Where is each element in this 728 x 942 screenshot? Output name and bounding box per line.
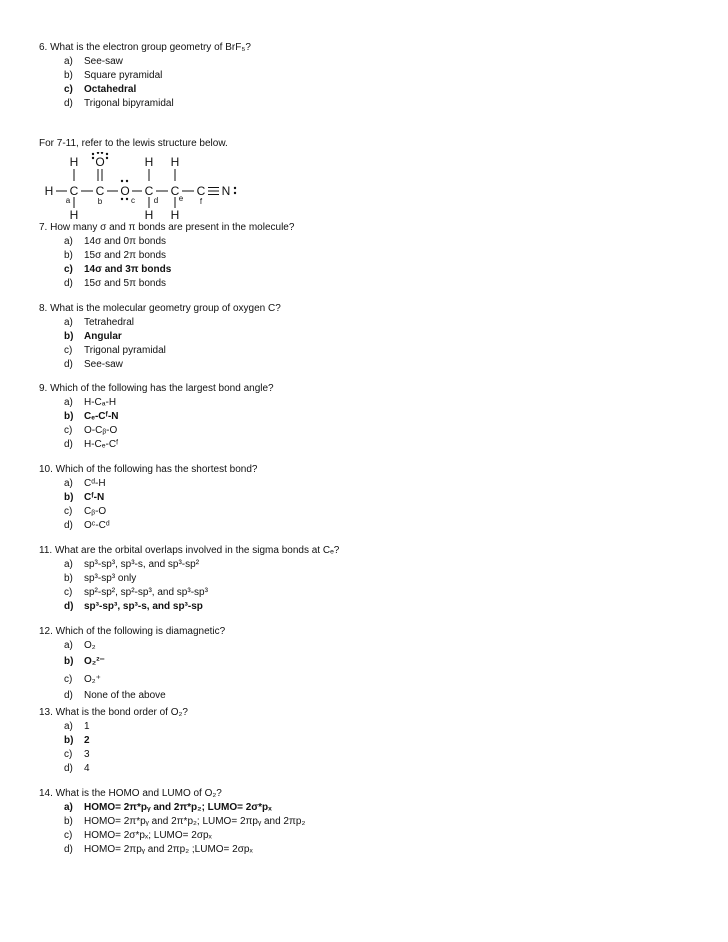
- atom-h: H: [170, 208, 180, 222]
- label-d: d: [153, 196, 159, 205]
- question-stem: 11. What are the orbital overlaps involved in the sigma bonds at Cₑ?: [39, 545, 340, 556]
- refer-instruction: For 7-11, refer to the lewis structure below.: [39, 138, 228, 149]
- option: d) 4: [64, 763, 90, 774]
- question-stem: 10. Which of the following has the shortest bond?: [39, 464, 258, 475]
- question-stem: 12. Which of the following is diamagnetic?: [39, 626, 226, 637]
- option: d) H-Cₑ-Cᶠ: [64, 439, 119, 450]
- atom-c-d: C: [144, 184, 154, 198]
- atom-c-e: C: [170, 184, 180, 198]
- option-correct: b) 2: [64, 735, 90, 746]
- option: c) Trigonal pyramidal: [64, 345, 166, 356]
- option: a) See-saw: [64, 56, 123, 67]
- option: c) O-Cᵦ-O: [64, 425, 118, 436]
- atom-c-f: C: [196, 184, 206, 198]
- option: d) None of the above: [64, 690, 166, 701]
- question-14: [39, 787, 679, 857]
- bonds: [56, 169, 219, 208]
- atom-h: H: [144, 208, 154, 222]
- question-6: [39, 41, 679, 111]
- option: d) Trigonal bipyramidal: [64, 98, 174, 109]
- option: a) 1: [64, 721, 90, 732]
- option-correct: b) Angular: [64, 331, 122, 342]
- option: d) See-saw: [64, 359, 123, 370]
- option: c) HOMO= 2σ*pₓ; LUMO= 2σpₓ: [64, 830, 212, 841]
- option: b) sp³-sp³ only: [64, 573, 137, 584]
- option: c) Cᵦ-O: [64, 506, 107, 517]
- atom-h: H: [69, 155, 79, 169]
- atom-h: H: [44, 184, 54, 198]
- atom-c-a: C: [69, 184, 79, 198]
- label-e: e: [178, 194, 184, 203]
- question-10: [39, 463, 679, 533]
- option-correct: c) 14σ and 3π bonds: [64, 264, 172, 275]
- question-stem: 8. What is the molecular geometry group of oxygen C?: [39, 303, 281, 314]
- option: c) 3: [64, 749, 90, 760]
- question-stem: 13. What is the bond order of O₂?: [39, 707, 188, 718]
- question-9: [39, 382, 679, 452]
- label-b: b: [97, 197, 103, 206]
- question-stem: 6. What is the electron group geometry of BrF₅?: [39, 42, 251, 53]
- atom-o-carbonyl: O: [95, 155, 105, 169]
- option: a) H-Cₐ-H: [64, 397, 117, 408]
- option-correct: c) Octahedral: [64, 84, 137, 95]
- option: a) sp³-sp³, sp³-s, and sp³-sp²: [64, 559, 200, 570]
- label-c: c: [131, 196, 135, 205]
- question-12: [39, 625, 679, 703]
- atom-o-c: O: [120, 184, 130, 198]
- question-13: [39, 706, 679, 776]
- option-correct: d) sp³-sp³, sp³-s, and sp³-sp: [64, 601, 203, 612]
- question-7: [39, 221, 679, 291]
- atom-h: H: [69, 208, 79, 222]
- option: c) O₂⁺: [64, 674, 101, 685]
- option-correct: a) HOMO= 2π*pᵧ and 2π*p₂; LUMO= 2σ*pₓ: [64, 802, 272, 813]
- option-correct: b) Cᶠ-N: [64, 492, 105, 503]
- lone-pair-electrons: [92, 152, 236, 200]
- atom-c-b: C: [95, 184, 105, 198]
- option: a) Cᵈ-H: [64, 478, 106, 489]
- option-correct: b) O₂²⁻: [64, 656, 105, 667]
- question-stem: 7. How many σ and π bonds are present in the molecule?: [39, 222, 295, 233]
- option: b) Square pyramidal: [64, 70, 163, 81]
- option: a) Tetrahedral: [64, 317, 135, 328]
- option-correct: b) Cₑ-Cᶠ-N: [64, 411, 119, 422]
- option: a) O₂: [64, 640, 96, 651]
- option: b) HOMO= 2π*pᵧ and 2π*p₂; LUMO= 2πpᵧ and 2πp₂: [64, 816, 306, 827]
- atom-n: N: [221, 184, 231, 198]
- label-f: f: [199, 197, 203, 206]
- option: d) 15σ and 5π bonds: [64, 278, 167, 289]
- question-11: [39, 544, 679, 614]
- option: c) sp²-sp², sp²-sp³, and sp³-sp³: [64, 587, 208, 598]
- lewis-structure-diagram: [36, 152, 436, 222]
- label-a: a: [65, 196, 71, 205]
- question-stem: 9. Which of the following has the largest bond angle?: [39, 383, 274, 394]
- atom-h: H: [144, 155, 154, 169]
- option: a) 14σ and 0π bonds: [64, 236, 167, 247]
- option: d) Oᶜ-Cᵈ: [64, 520, 110, 531]
- option: d) HOMO= 2πpᵧ and 2πp₂ ;LUMO= 2σpₓ: [64, 844, 253, 855]
- question-8: [39, 302, 679, 372]
- question-stem: 14. What is the HOMO and LUMO of O₂?: [39, 788, 222, 799]
- option: b) 15σ and 2π bonds: [64, 250, 167, 261]
- atom-h: H: [170, 155, 180, 169]
